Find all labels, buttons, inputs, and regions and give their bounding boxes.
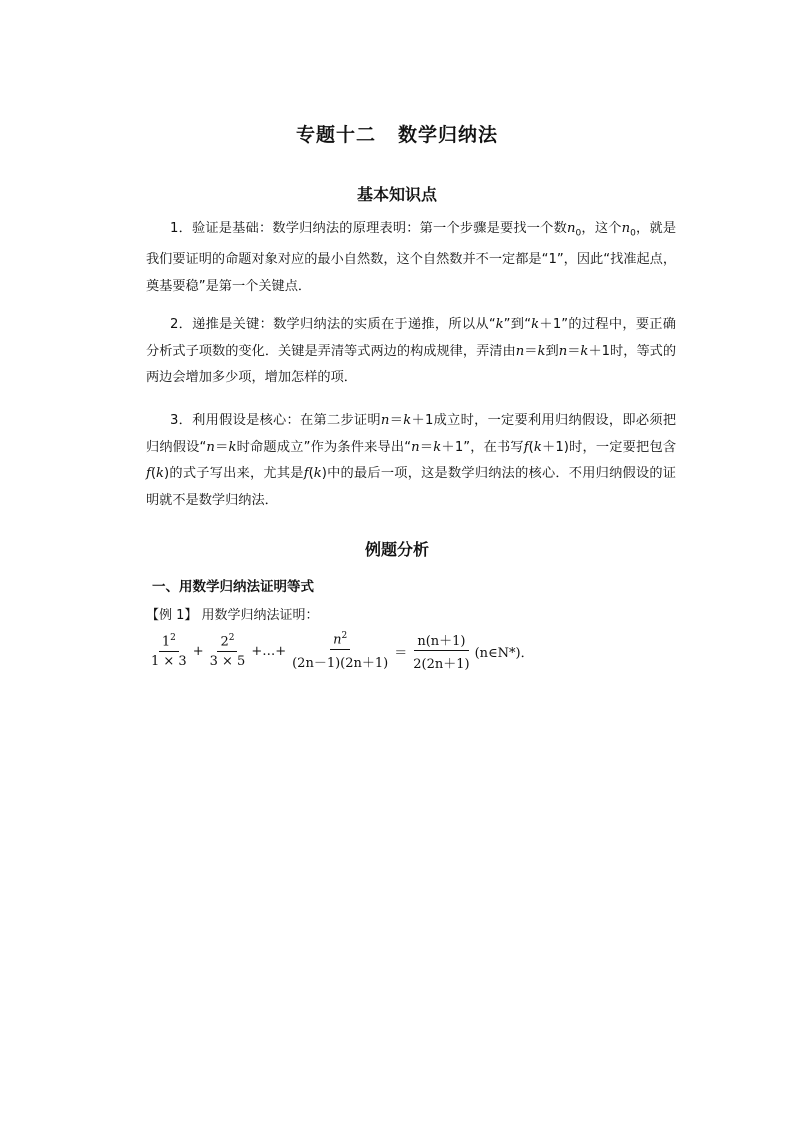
example-1 bbox=[146, 604, 319, 623]
paragraph-2: 2．递推是关键：数学归纳法的实质在于递推，所以从“k”到“k＋1”的过程中，要正确分析式子项数的变化．关键是弄清等式两边的构成规律，弄清由n＝k到n＝k＋1时，等式的两边会增加多少项，增加怎样的项． bbox=[146, 317, 677, 385]
paragraph-3: 3．利用假设是核心：在第二步证明n＝k＋1成立时，一定要利用归纳假设，即必须把归纳假设“n＝k时命题成立”作为条件来导出“n＝k＋1”，在书写f(k＋1)时，一定要把包含f(k)的式子写出来，尤其是f(k)中的最后一项，这是数学归纳法的核心．不用归纳假设的证明就不是数学归纳法． bbox=[146, 413, 677, 508]
fraction-term-2: $\frac{2^2}{3 \times 5}$ bbox=[209, 633, 246, 669]
fraction-term-1: $\frac{1^2}{1 \times 3}$ bbox=[151, 633, 187, 669]
formula-condition: (n∈N*)． bbox=[474, 645, 534, 661]
example-label: 【例 1】 bbox=[146, 608, 198, 623]
example-text: 用数学归纳法证明： bbox=[201, 608, 319, 623]
example-formula: $\frac{1^2}{1 \times 3}$ + $\frac{2^2}{3 \times 5}$ +…+ $\frac{n^2}{(2n-1)(2n+1)}$ ＝ $\frac{n(n+1)}{2(2n+1)}$ (n∈N*)． bbox=[146, 630, 666, 672]
section-heading-basics: 基本知识点 bbox=[356, 185, 437, 204]
paragraph-1: 1．验证是基础：数学归纳法的原理表明：第一个步骤是要找一个数$n_0$，这个$n_0$，就是我们要证明的命题对象对应的最小自然数，这个自然数并不一定都是“1”，因此“找准起点，奠基要稳”是第一个关键点． bbox=[146, 221, 677, 294]
subsection-heading: 一、用数学归纳法证明等式 bbox=[152, 579, 314, 595]
section-heading-examples: 例题分析 bbox=[364, 540, 429, 559]
title-part1: 专题十二 bbox=[295, 124, 376, 146]
fraction-result: $\frac{n(n+1)}{2(2n+1)}$ bbox=[410, 630, 472, 672]
page-title bbox=[0, 120, 794, 147]
title-part2: 数学归纳法 bbox=[398, 124, 499, 146]
fraction-term-n: $\frac{n^2}{(2n-1)(2n+1)}$ bbox=[292, 631, 389, 671]
